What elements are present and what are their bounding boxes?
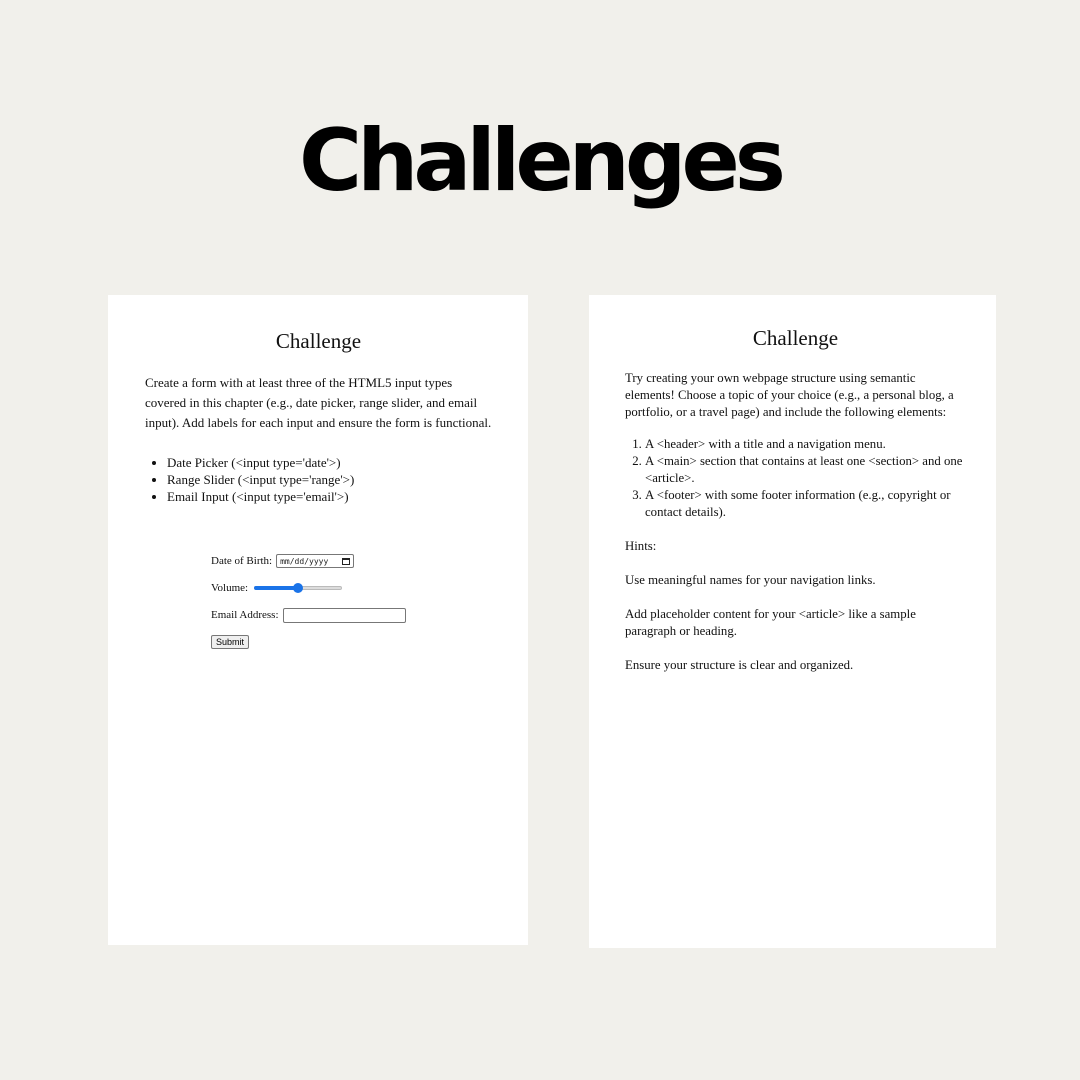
submit-button[interactable]: Submit	[211, 635, 249, 649]
list-item: 3. A <footer> with some footer information (e.g., copyright or contact details).	[645, 487, 966, 521]
volume-row	[211, 579, 492, 597]
slider-thumb[interactable]	[293, 583, 303, 593]
list-item: • Range Slider (<input type='range'>)	[167, 471, 492, 488]
list-item: 1. A <header> with a title and a navigation menu.	[645, 436, 966, 453]
email-row	[211, 606, 492, 624]
date-of-birth-label: Date of Birth:	[211, 555, 273, 567]
challenge-intro: Create a form with at least three of the HTML5 input types covered in this chapter (e.g., date picker, range slider, and email input). Add labels for each input and ensure the form is functional.	[145, 375, 492, 430]
list-item: 2. A <main> section that contains at least one <section> and one <article>.	[645, 453, 966, 487]
date-placeholder: mm/dd/yyyy	[280, 556, 329, 566]
required-elements-list	[625, 436, 966, 521]
hint-text: Ensure your structure is clear and organized.	[625, 658, 854, 672]
list-item: • Date Picker (<input type='date'>)	[167, 454, 492, 471]
list-item: • Email Input (<input type='email'>)	[167, 488, 492, 505]
calendar-icon[interactable]	[342, 558, 350, 565]
hints-title: Hints:	[625, 539, 657, 553]
date-row	[211, 552, 492, 570]
slider-fill	[254, 586, 298, 590]
page-title: Challenges	[299, 111, 781, 211]
form-challenge-card	[108, 295, 528, 945]
submit-row	[211, 633, 492, 651]
email-input[interactable]	[283, 608, 406, 623]
card-heading: Challenge	[752, 326, 839, 350]
email-address-label: Email Address:	[211, 609, 279, 621]
challenge-intro: Try creating your own webpage structure using semantic elements! Choose a topic of your choice (e.g., a personal blog, a portfolio, or a travel page) and include the following elements:	[625, 371, 954, 419]
input-types-list	[145, 454, 492, 505]
volume-label: Volume:	[211, 582, 249, 594]
demo-form	[211, 552, 492, 651]
volume-slider[interactable]	[254, 581, 342, 595]
card-heading: Challenge	[275, 329, 362, 353]
date-of-birth-input[interactable]	[276, 554, 354, 568]
hint-text: Use meaningful names for your navigation links.	[625, 573, 876, 587]
hint-text: Add placeholder content for your <article> like a sample paragraph or heading.	[625, 607, 916, 638]
semantic-challenge-card	[589, 295, 996, 948]
